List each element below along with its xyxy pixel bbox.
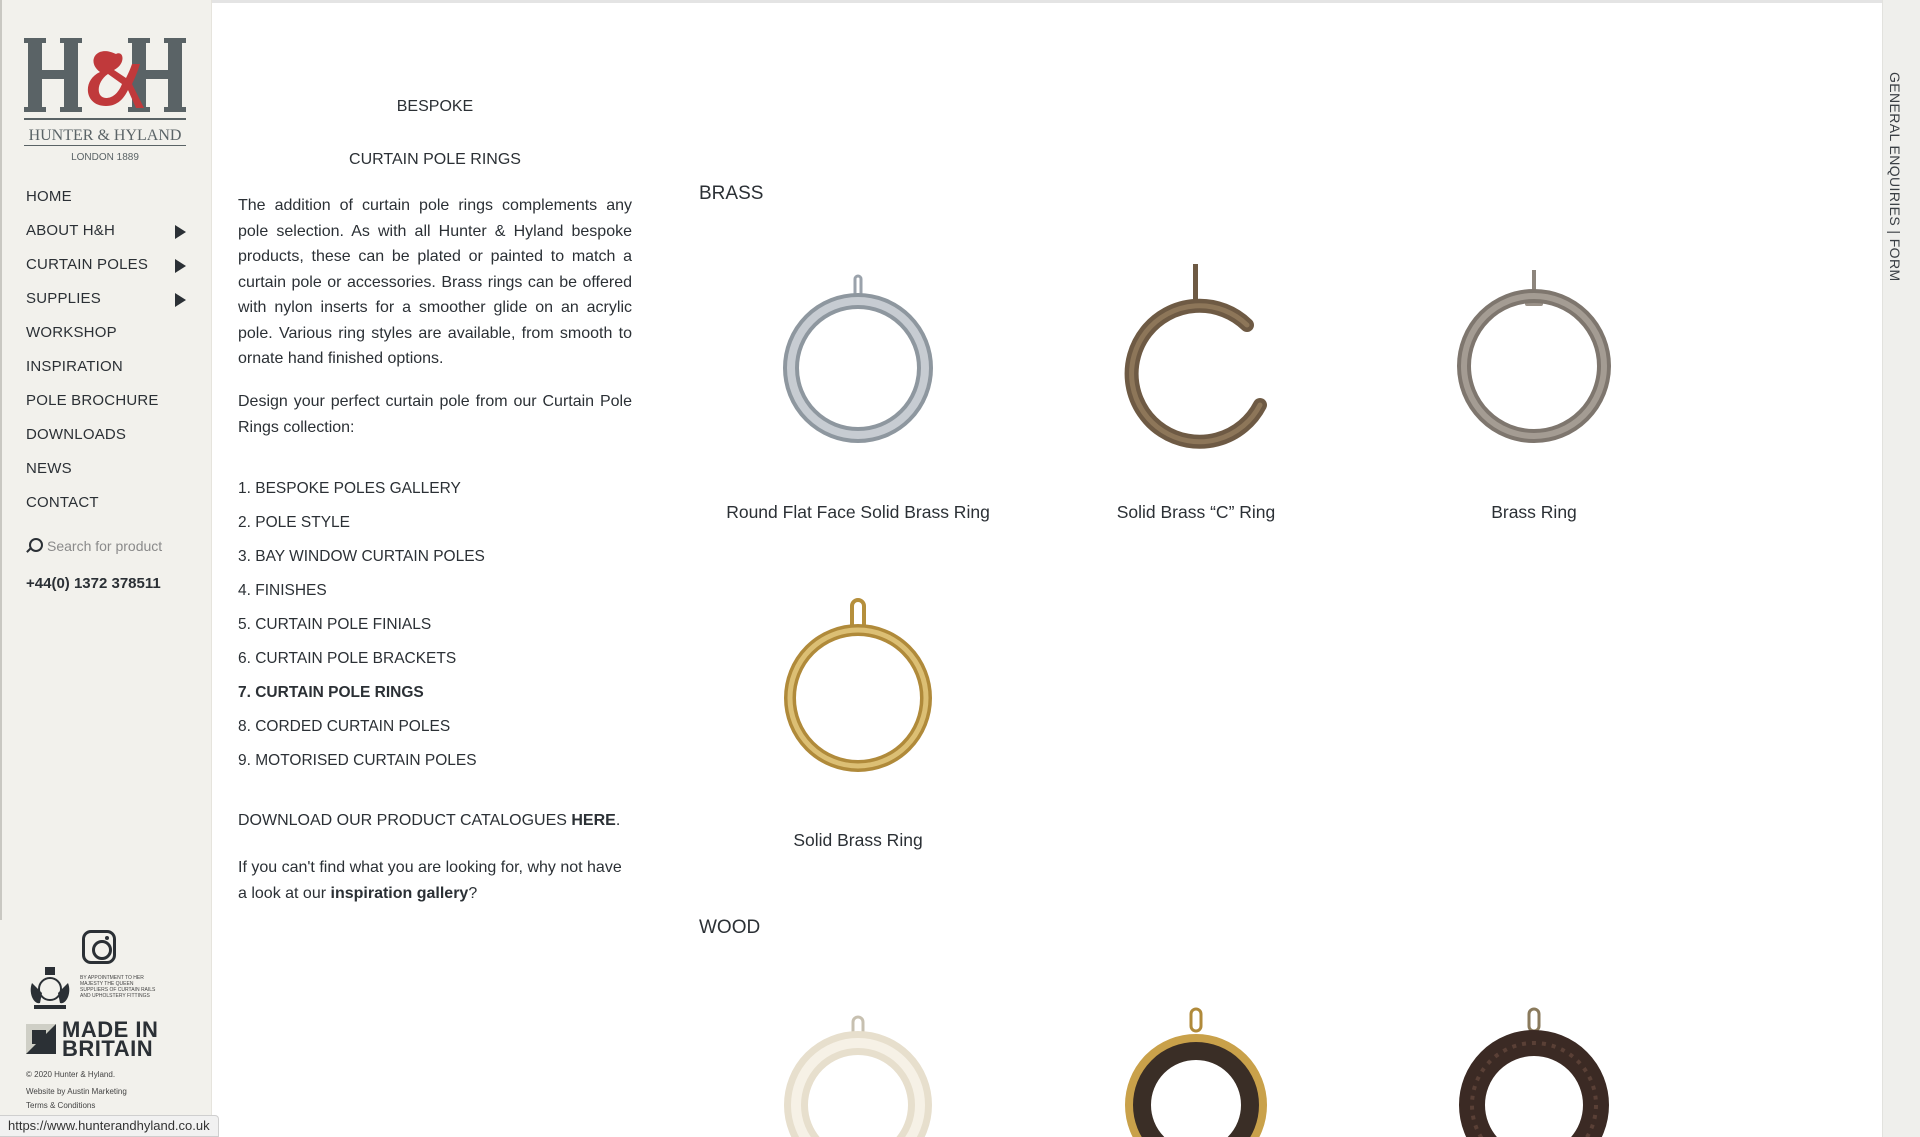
- product-card[interactable]: [689, 995, 1027, 1137]
- made-in-britain-line2: BRITAIN: [62, 1036, 154, 1061]
- step-link-finials[interactable]: 5. CURTAIN POLE FINIALS: [238, 616, 432, 633]
- step-link-finishes[interactable]: 4. FINISHES: [238, 582, 327, 599]
- page-title: CURTAIN POLE RINGS: [349, 151, 521, 168]
- download-text: DOWNLOAD OUR PRODUCT CATALOGUES: [238, 812, 572, 829]
- chrome-ring-icon: [689, 250, 1027, 460]
- inspiration-note: [238, 855, 632, 906]
- nav-item-label: SUPPLIES: [26, 290, 101, 307]
- submenu-arrow-icon[interactable]: [175, 225, 186, 239]
- top-divider: [212, 0, 1882, 3]
- product-card[interactable]: [1027, 995, 1365, 1137]
- nav-item-label: POLE BROCHURE: [26, 392, 159, 409]
- nav-item-pole-brochure[interactable]: [26, 384, 196, 418]
- nav-item-workshop[interactable]: [26, 316, 196, 350]
- search-icon[interactable]: [26, 538, 42, 554]
- nav-item-home[interactable]: [26, 180, 196, 214]
- nav-item-label: CURTAIN POLES: [26, 256, 149, 273]
- submenu-arrow-icon[interactable]: [175, 293, 186, 307]
- download-here-link[interactable]: HERE: [571, 812, 616, 829]
- download-catalogues: [238, 812, 620, 830]
- product-name: Solid Brass “C” Ring: [1116, 502, 1276, 522]
- nav-item-label: WORKSHOP: [26, 324, 117, 341]
- made-in-britain-icon: [26, 1024, 56, 1054]
- step-link-gallery[interactable]: 1. BESPOKE POLES GALLERY: [238, 480, 461, 497]
- section-heading: BESPOKE: [396, 98, 474, 115]
- main-nav: [26, 180, 196, 520]
- c-ring-icon: [1027, 250, 1365, 460]
- submenu-arrow-icon[interactable]: [175, 259, 186, 273]
- sidebar-edge-line: [0, 0, 2, 920]
- step-link-pole-style[interactable]: 2. POLE STYLE: [238, 514, 350, 531]
- product-card[interactable]: [1365, 250, 1703, 550]
- step-link-bay-window[interactable]: 3. BAY WINDOW CURTAIN POLES: [238, 548, 485, 565]
- logo-monogram-icon: [24, 36, 190, 166]
- instagram-icon[interactable]: [82, 930, 116, 964]
- nav-item-label: INSPIRATION: [26, 358, 123, 375]
- copyright: © 2020 Hunter & Hyland.: [26, 1070, 116, 1079]
- made-in-britain-badge: [26, 1017, 159, 1061]
- pewter-ring-icon: [1365, 250, 1703, 460]
- nav-item-label: HOME: [26, 188, 72, 205]
- status-bar-url: https://www.hunterandhyland.co.uk: [0, 1115, 219, 1137]
- inspiration-text: If you can't find what you are looking for, why not have a look at our: [238, 859, 622, 902]
- nav-item-label: CONTACT: [26, 494, 99, 511]
- made-in-britain-line1: MADE IN: [62, 1017, 159, 1042]
- nav-item-label: ABOUT H&H: [26, 222, 116, 239]
- general-enquiries-label: GENERAL ENQUIRIES | FORM: [1887, 72, 1903, 282]
- gilt-wood-ring-icon: [1027, 995, 1365, 1137]
- website-credit-link[interactable]: Website by Austin Marketing: [26, 1087, 127, 1096]
- royal-warrant-text: BY APPOINTMENT TO HER MAJESTY THE QUEEN SUPPLIERS OF CURTAIN RAILS AND UPHOLSTERY FITTINGS: [80, 975, 156, 999]
- product-card[interactable]: [689, 250, 1027, 550]
- brand-name: HUNTER & HYLAND: [28, 127, 182, 144]
- sidebar: [0, 0, 212, 1137]
- inspiration-suffix: ?: [468, 884, 478, 902]
- nav-item-label: DOWNLOADS: [26, 426, 127, 443]
- design-steps-list: [238, 476, 632, 782]
- collection-paragraph: Design your perfect curtain pole from our Curtain Pole Rings collection:: [238, 393, 632, 436]
- gold-ring-icon: [689, 578, 1027, 788]
- cream-wood-ring-icon: [689, 995, 1027, 1137]
- product-name: Solid Brass Ring: [793, 830, 923, 850]
- inspiration-gallery-link[interactable]: inspiration gallery: [330, 884, 469, 902]
- download-suffix: .: [615, 812, 621, 829]
- product-card[interactable]: [689, 578, 1027, 878]
- product-card[interactable]: [1027, 250, 1365, 550]
- product-name: Brass Ring: [1491, 502, 1577, 522]
- step-link-motorised[interactable]: 9. MOTORISED CURTAIN POLES: [238, 752, 477, 769]
- search-input[interactable]: [47, 538, 182, 554]
- step-link-rings[interactable]: 7. CURTAIN POLE RINGS: [238, 684, 424, 701]
- dark-wood-ring-icon: [1365, 995, 1703, 1137]
- nav-item-contact[interactable]: [26, 486, 196, 520]
- intro-paragraph: The addition of curtain pole rings complements any pole selection. As with all Hunter & Hyland bespoke products, these can be plated or painted to match a curtain pole or accessories. Brass rings can be offered with nylon inserts for a smoother glide on an acrylic pole. Various ring styles are available, from smooth to ornate hand finished options.: [238, 197, 632, 367]
- royal-warrant: [26, 962, 166, 1012]
- product-name: Round Flat Face Solid Brass Ring: [726, 502, 990, 522]
- brand-tagline: LONDON 1889: [71, 152, 139, 163]
- category-heading-brass: BRASS: [699, 183, 764, 204]
- nav-item-about[interactable]: [26, 214, 196, 248]
- nav-item-curtain-poles[interactable]: [26, 248, 196, 282]
- nav-item-news[interactable]: [26, 452, 196, 486]
- step-link-brackets[interactable]: 6. CURTAIN POLE BRACKETS: [238, 650, 457, 667]
- royal-crest-icon: [26, 963, 74, 1011]
- step-link-corded[interactable]: 8. CORDED CURTAIN POLES: [238, 718, 451, 735]
- nav-item-downloads[interactable]: [26, 418, 196, 452]
- phone-number[interactable]: +44(0) 1372 378511: [26, 575, 161, 592]
- nav-item-supplies[interactable]: [26, 282, 196, 316]
- general-enquiries-tab[interactable]: [1882, 0, 1920, 1137]
- hunter-hyland-logo[interactable]: [24, 36, 190, 166]
- nav-item-label: NEWS: [26, 460, 72, 477]
- category-heading-wood: WOOD: [699, 917, 761, 938]
- terms-link[interactable]: Terms & Conditions: [26, 1101, 96, 1110]
- nav-item-inspiration[interactable]: [26, 350, 196, 384]
- product-search: [26, 536, 186, 556]
- product-card[interactable]: [1365, 995, 1703, 1137]
